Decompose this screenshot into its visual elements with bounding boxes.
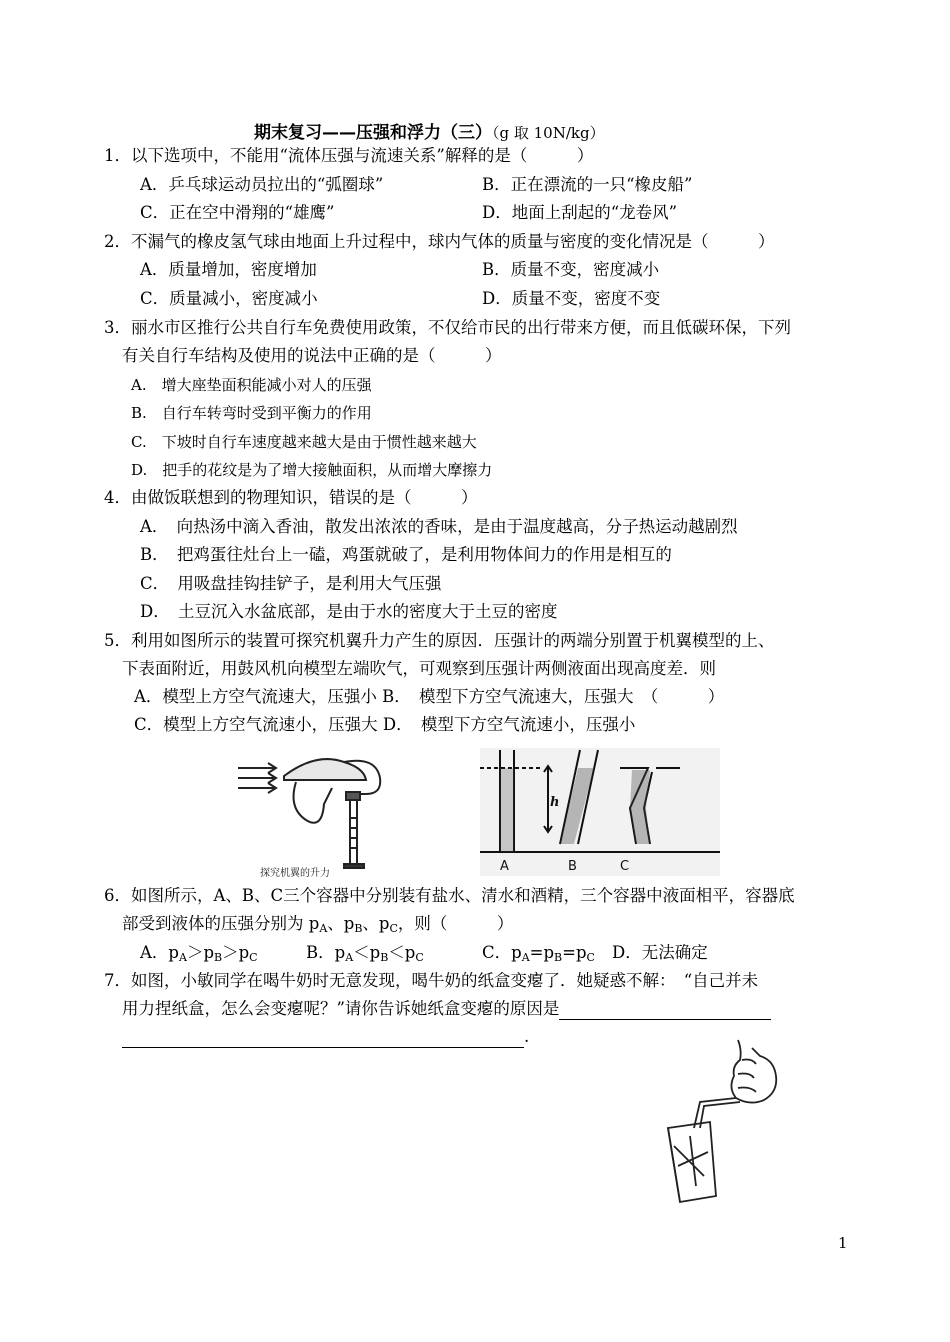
question-5-stem-line1: 5．利用如图所示的装置可探究机翼升力产生的原因．压强计的两端分别置于机翼模型的上、 (104, 631, 775, 650)
milk-carton-figure (660, 1036, 790, 1206)
answer-blank-2[interactable] (122, 1029, 524, 1048)
question-6-stem-line2: 部受到液体的压强分别为 $p_A$、$p_B$、$p_C$，则（ ） (122, 914, 514, 935)
question-5-stem-line2: 下表面附近，用鼓风机向模型左端吹气，可观察到压强计两侧液面出现高度差．则 (122, 659, 716, 678)
title-main: 期末复习——压强和浮力（三） (254, 123, 492, 143)
question-2-stem: 2．不漏气的橡皮氢气球由地面上升过程中，球内气体的质量与密度的变化情况是（ ） (104, 232, 775, 251)
question-3-stem-line2: 有关自行车结构及使用的说法中正确的是（ ） (122, 346, 502, 365)
q1-option-d: D．地面上刮起的“龙卷风” (482, 203, 678, 222)
container-b-label: B (568, 859, 577, 874)
wing-caption: 探究机翼的升力 (260, 868, 330, 879)
q1-option-c: C．正在空中滑翔的“雄鹰” (140, 203, 335, 222)
q2-option-b: B．质量不变，密度减小 (482, 260, 660, 279)
q3-option-a: A. 增大座垫面积能减小对人的压强 (131, 376, 372, 394)
containers-figure (480, 748, 720, 876)
q2-option-d: D．质量不变，密度不变 (482, 289, 661, 308)
q3-option-b: B. 自行车转弯时受到平衡力的作用 (131, 404, 372, 422)
q6-option-d: D．无法确定 (612, 943, 708, 962)
container-c-label: C (620, 859, 630, 874)
q6-option-c: C．$p_A=p_B=p_C$ (482, 943, 595, 964)
question-4-stem: 4．由做饭联想到的物理知识，错误的是（ ） (104, 488, 478, 507)
q5-options-cd: C．模型上方空气流速小，压强大 D． 模型下方空气流速小，压强小 (134, 715, 636, 734)
q6-option-b: B．$p_A<p_B<p_C$ (306, 943, 424, 964)
q6-option-a: A．$p_A>p_B>p_C$ (140, 943, 258, 964)
q4-option-a: A． 向热汤中滴入香油，散发出浓浓的香味，是由于温度越高，分子热运动越剧烈 (140, 517, 738, 536)
height-label: h (550, 795, 560, 810)
q2-option-a: A．质量增加，密度增加 (140, 260, 317, 279)
q2-option-c: C．质量减小，密度减小 (140, 289, 318, 308)
page-number: 1 (838, 1234, 848, 1252)
q1-option-a: A．乒乓球运动员拉出的“弧圈球” (140, 175, 384, 194)
question-3-stem-line1: 3．丽水市区推行公共自行车免费使用政策，不仅给市民的出行带来方便，而且低碳环保，下列 (104, 318, 791, 337)
q4-option-d: D． 土豆沉入水盆底部，是由于水的密度大于土豆的密度 (140, 602, 558, 621)
container-a-label: A (500, 859, 509, 874)
question-1-stem: 1．以下选项中，不能用“流体压强与流速关系”解释的是（ ） (104, 146, 594, 165)
title-note: （g 取 10N/kg） (492, 124, 605, 142)
question-6-stem-line1: 6．如图所示，A、B、C三个容器中分别装有盐水、清水和酒精，三个容器中液面相平，容器底 (104, 886, 795, 905)
page-title (254, 118, 605, 143)
q3-option-c: C. 下坡时自行车速度越来越大是由于惯性越来越大 (131, 433, 477, 451)
wing-lift-figure (236, 748, 414, 880)
question-7-stem-line1: 7．如图，小敏同学在喝牛奶时无意发现，喝牛奶的纸盒变瘪了．她疑惑不解： “自己并未 (104, 971, 759, 990)
question-7-stem-line2: 用力捏纸盒，怎么会变瘪呢？”请你告诉她纸盒变瘪的原因是 (122, 998, 771, 1020)
q4-option-c: C． 用吸盘挂钩挂铲子，是利用大气压强 (140, 574, 442, 593)
q3-option-d: D. 把手的花纹是为了增大接触面积，从而增大摩擦力 (131, 461, 493, 479)
question-7-stem-line3: . (122, 1026, 529, 1048)
q1-option-b: B．正在漂流的一只“橡皮船” (482, 175, 693, 194)
q4-option-b: B． 把鸡蛋往灶台上一磕，鸡蛋就破了，是利用物体间力的作用是相互的 (140, 545, 672, 564)
answer-blank-1[interactable] (559, 1001, 771, 1020)
q5-options-ab: A．模型上方空气流速大，压强小 B． 模型下方空气流速大，压强大 （ ） (134, 687, 725, 706)
